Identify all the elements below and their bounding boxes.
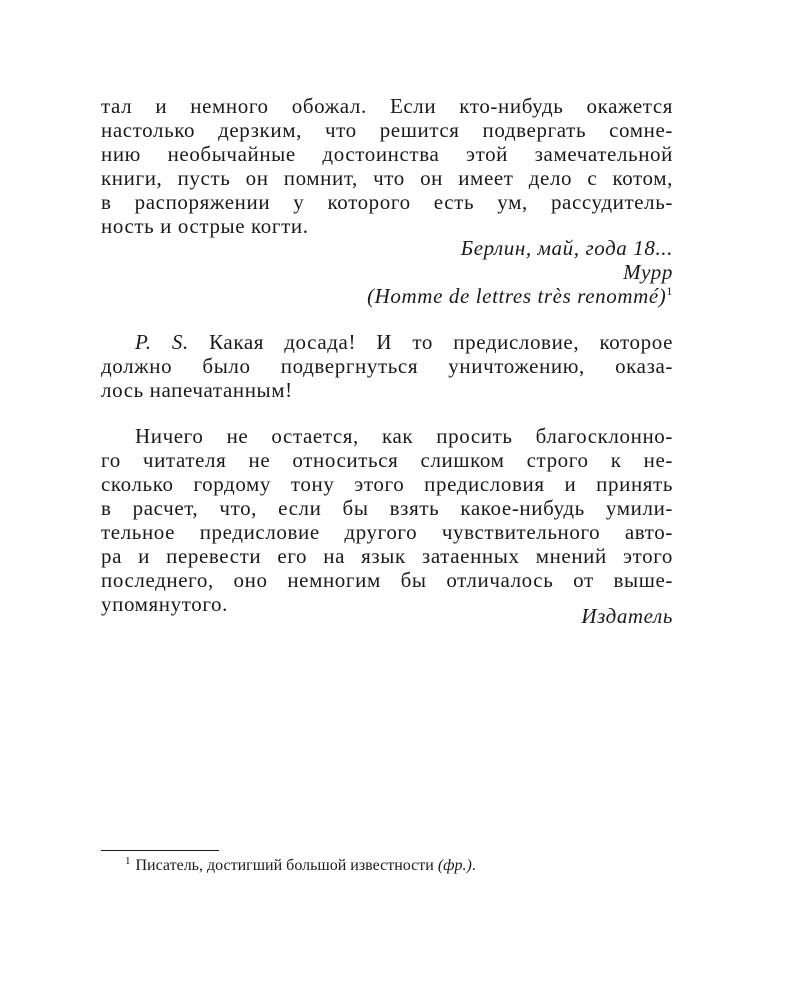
footnote bbox=[125, 856, 476, 876]
postscript-text: Какая досада! И то предисловие, которое bbox=[209, 330, 673, 354]
footnote-end: . bbox=[471, 857, 476, 874]
postscript-label: P. S. bbox=[135, 330, 189, 354]
paragraph2-line: ра и перевести его на язык затаенных мнений этого bbox=[101, 544, 673, 568]
footnote-lang: (фр.) bbox=[437, 857, 472, 874]
paragraph2-line: сколько гордому тону этого предисловия и принять bbox=[101, 472, 673, 496]
signature-author: Мурр bbox=[623, 260, 673, 284]
paragraph2-line: го читателя не относиться слишком строго к не- bbox=[101, 448, 673, 472]
footnote-reference: 1 bbox=[666, 284, 673, 298]
paragraph1-line: настолько дерзким, что решится подвергать сомне- bbox=[101, 118, 673, 142]
signature-title-text: (Homme de lettres très renommé) bbox=[367, 284, 667, 308]
paragraph2-line: тельное предисловие другого чувствительного авто- bbox=[101, 520, 673, 544]
paragraph1-line: тал и немного обожал. Если кто-нибудь окажется bbox=[101, 94, 673, 118]
paragraph1-line: нию необычайные достоинства этой замечательной bbox=[101, 142, 673, 166]
paragraph1-line: ность и острые когти. bbox=[101, 214, 309, 238]
publisher-signature: Издатель bbox=[581, 604, 673, 628]
postscript-line bbox=[135, 330, 673, 354]
paragraph1-line: книги, пусть он помнит, что он имеет дело с котом, bbox=[101, 166, 673, 190]
paragraph2-line: упомянутого. bbox=[101, 592, 228, 616]
footnote-divider bbox=[101, 850, 219, 851]
paragraph2-line: Ничего не остается, как просить благосклонно- bbox=[135, 424, 673, 448]
footnote-number: 1 bbox=[125, 854, 131, 867]
signature-title bbox=[101, 284, 673, 308]
footnote-text: Писатель, достигший большой известности bbox=[135, 857, 434, 874]
postscript-line: должно было подвергнуться уничтожению, оказа- bbox=[101, 354, 673, 378]
paragraph2-line: последнего, оно немногим бы отличалось от выше- bbox=[101, 568, 673, 592]
signature-place-date: Берлин, май, года 18... bbox=[460, 236, 673, 260]
postscript-line: лось напечатанным! bbox=[101, 378, 293, 402]
paragraph1-line: в распоряжении у которого есть ум, рассудитель- bbox=[101, 190, 673, 214]
paragraph2-line: в расчет, что, если бы взять какое-нибудь умили- bbox=[101, 496, 673, 520]
